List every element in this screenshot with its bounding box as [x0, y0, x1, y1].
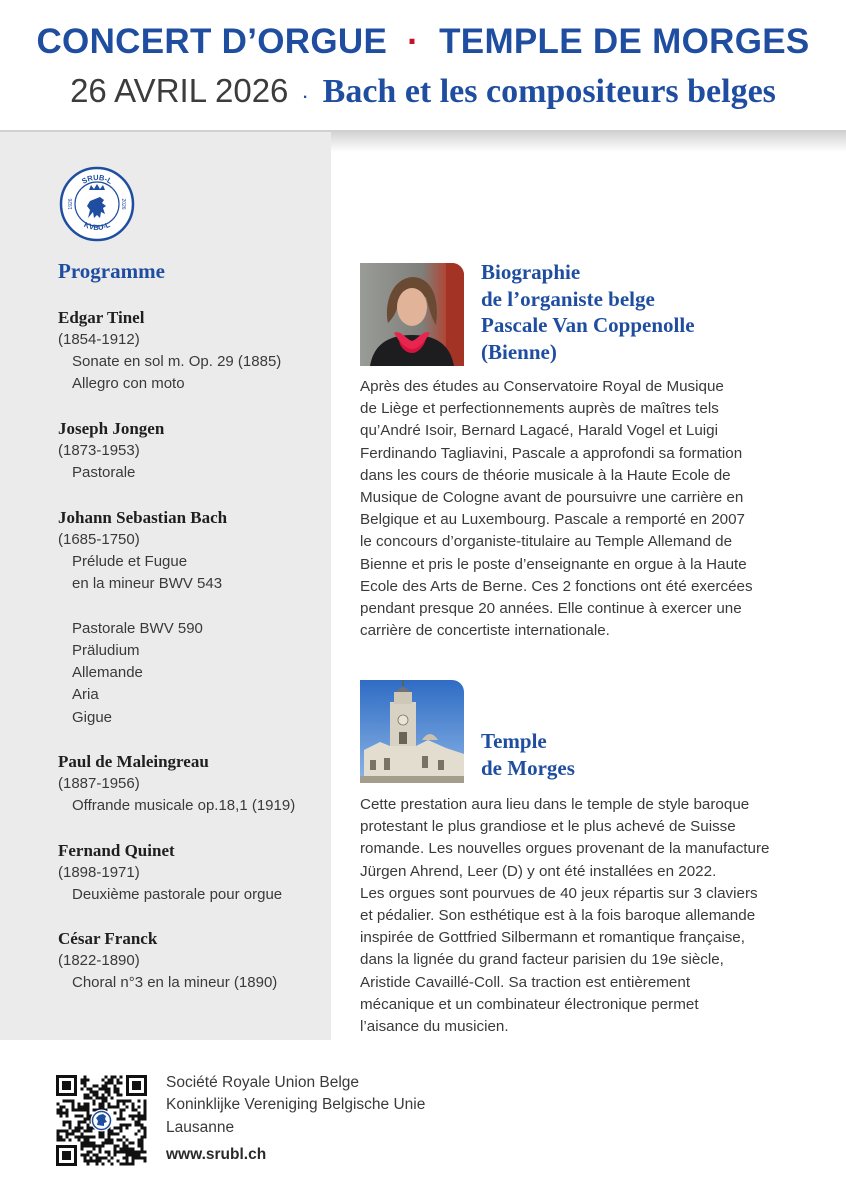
composer-dates: (1887-1956): [58, 775, 140, 792]
title-venue: TEMPLE DE MORGES: [439, 22, 810, 61]
text-line: Bienne et pris le poste d’enseignante en orgue à la Haute: [360, 555, 747, 573]
biography-title-line: Biographie: [481, 260, 581, 284]
biography-title-line: Pascale Van Coppenolle: [481, 313, 695, 337]
composer-name: Paul de Maleingreau: [58, 752, 209, 771]
work-title: Aria: [72, 686, 99, 704]
work-title: Sonate en sol m. Op. 29 (1885): [72, 353, 282, 370]
text-line: romande. Les nouvelles orgues provenant de la manufacture: [360, 840, 770, 858]
svg-text:SRUB-L: SRUB-L: [80, 172, 114, 186]
composer-tinel: [58, 307, 328, 396]
temple-title: [481, 728, 575, 781]
composer-name: Joseph Jongen: [58, 419, 165, 438]
title-concert: CONCERT D’ORGUE: [36, 22, 388, 61]
text-line: Belgique et au Luxembourg. Pascale a remporté en 2007: [360, 511, 746, 529]
society-name-nl: Koninklijke Vereniging Belgische Unie: [166, 1096, 426, 1114]
work-title: en la mineur BWV 543: [72, 575, 223, 593]
composer-franck: [58, 928, 328, 994]
text-line: pendant presque 20 années. Elle continue à exercer une: [360, 600, 742, 618]
temple-title-line: de Morges: [481, 755, 575, 780]
organist-portrait: [360, 263, 464, 366]
biography-title: [481, 259, 695, 365]
text-line: Après des études au Conservatoire Royal de Musique: [360, 378, 724, 395]
work-title: Pastorale BWV 590: [72, 619, 203, 637]
text-line: l’aisance du musicien.: [360, 1018, 509, 1036]
page-header: [0, 0, 846, 132]
temple-title-line: Temple: [481, 729, 547, 753]
society-info: [166, 1072, 425, 1139]
svg-text:2026: 2026: [120, 198, 126, 210]
composer-maleingreau: [58, 751, 328, 817]
text-line: Ecole des Arts de Berne. Ces 2 fonctions ont été exercées: [360, 577, 753, 595]
text-line: protestant le plus grandiose et le plus achevé de Suisse: [360, 818, 736, 836]
text-line: Jürgen Ahrend, Leer (D) y ont été installées en 2022.: [360, 862, 717, 880]
composer-dates: (1685-1750): [58, 531, 140, 548]
svg-text:1926: 1926: [68, 198, 74, 210]
text-line: dans la lignée du grand facteur parisien du 19e siècle,: [360, 951, 724, 969]
work-title: Allemande: [72, 664, 143, 682]
society-city: Lausanne: [166, 1118, 235, 1136]
text-line: Aristide Cavaillé-Coll. Sa traction est entièrement: [360, 973, 691, 991]
composer-quinet: [58, 840, 328, 906]
temple-photo: [360, 680, 464, 783]
text-line: Ferdinando Tagliavini, Pascale a approfondi sa formation: [360, 444, 743, 462]
biography-title-line: de l’organiste belge: [481, 286, 655, 311]
svg-text:KVBU-L: KVBU-L: [82, 220, 112, 233]
work-title: Gigue: [72, 708, 113, 726]
composer-name: Johann Sebastian Bach: [58, 508, 228, 527]
work-title: Choral n°3 en la mineur (1890): [72, 974, 278, 991]
society-emblem-icon: [59, 166, 135, 242]
text-line: mécanique et un combinateur électronique permet: [360, 995, 699, 1013]
program-title: Programme: [58, 259, 165, 283]
concert-theme: Bach et les compositeurs belges: [322, 73, 776, 110]
society-name-fr: Société Royale Union Belge: [166, 1074, 360, 1091]
biography-title-line: (Bienne): [481, 339, 557, 364]
text-line: et pédalier. Son esthétique est à la fois baroque allemande: [360, 907, 756, 925]
temple-text: [360, 794, 792, 1038]
work-title: Deuxième pastorale pour orgue: [72, 886, 283, 903]
text-line: dans les cours de théorie musicale à la Haute Ecole de: [360, 466, 731, 484]
text-line: inspirée de Gottfried Silbermann et romantique française,: [360, 929, 745, 947]
concert-title: [0, 22, 846, 62]
composer-name: Fernand Quinet: [58, 841, 175, 860]
text-line: Musique de Cologne avant de poursuivre une carrière en: [360, 489, 744, 507]
text-line: carrière de concertiste internationale.: [360, 622, 610, 640]
title-separator: ·: [407, 22, 420, 61]
composer-jongen: [58, 418, 328, 484]
work-title: Präludium: [72, 641, 140, 659]
biography-text: [360, 376, 792, 642]
composer-dates: (1822-1890): [58, 952, 140, 969]
qr-code-icon[interactable]: [56, 1075, 147, 1166]
composer-name: César Franck: [58, 929, 158, 948]
website-link[interactable]: www.srubl.ch: [166, 1146, 267, 1163]
work-title: Allegro con moto: [72, 375, 185, 393]
text-line: Cette prestation aura lieu dans le temple de style baroque: [360, 796, 750, 813]
composer-dates: (1898-1971): [58, 864, 140, 881]
work-title: Pastorale: [72, 464, 136, 481]
text-line: de Liège et perfectionnements auprès de maîtres tels: [360, 400, 719, 418]
text-line: le concours d’organiste-titulaire au Temple Allemand de: [360, 533, 733, 551]
composer-dates: (1873-1953): [58, 442, 140, 459]
work-title: Prélude et Fugue: [72, 553, 188, 570]
composer-name: Edgar Tinel: [58, 308, 145, 327]
text-line: qu’André Isoir, Bernard Lagacé, Harald Vogel et Luigi: [360, 422, 718, 440]
work-title: Offrande musicale op.18,1 (1919): [72, 797, 296, 814]
composer-bach: [58, 507, 328, 729]
concert-subtitle: [0, 72, 846, 111]
subtitle-separator: ·: [302, 89, 309, 106]
composer-dates: (1854-1912): [58, 331, 140, 348]
text-line: Les orgues sont pourvues de 40 jeux répartis sur 3 claviers: [360, 884, 758, 902]
concert-date: 26 AVRIL 2026: [70, 72, 289, 109]
